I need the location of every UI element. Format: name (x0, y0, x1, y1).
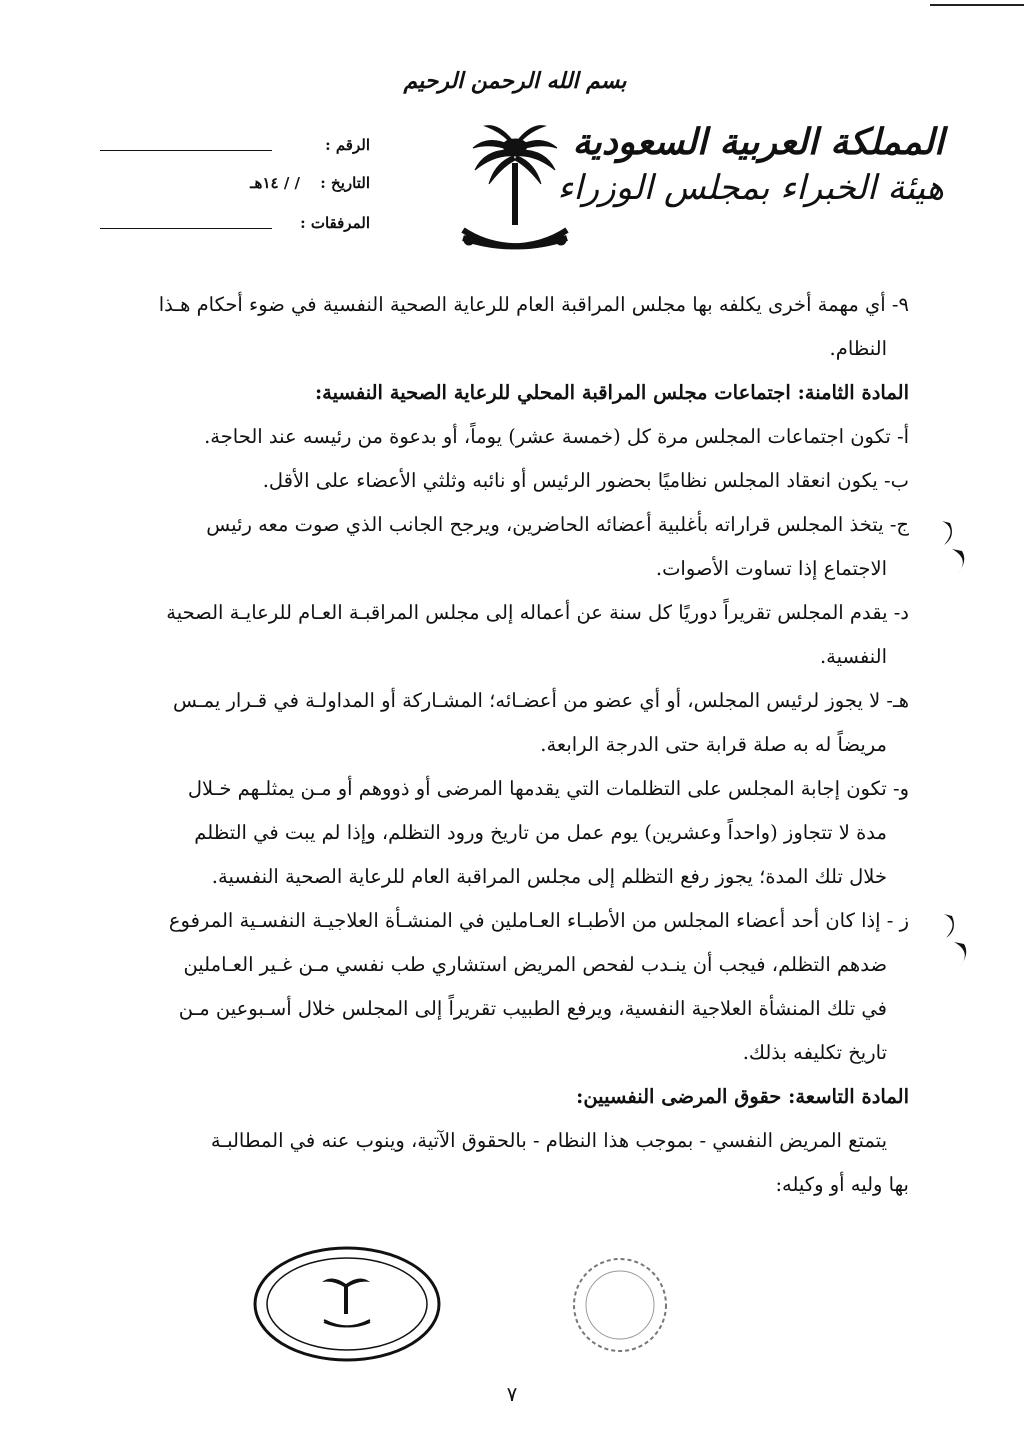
letterhead-title (557, 118, 944, 210)
ref-number-line (100, 150, 272, 151)
clause-a: أ- تكون اجتماعات المجلس مرة كل (خمسة عشر) يوماً، أو بدعوة من رئيسه عند الحاجة. (204, 425, 909, 448)
article-8-heading: المادة الثامنة: اجتماعات مجلس المراقبة المحلي للرعاية الصحية النفسية: (314, 381, 909, 404)
page-number: ٧ (506, 1382, 518, 1406)
article-9-para-line-2: بها وليه أو وكيله: (775, 1173, 909, 1196)
clause-h-line-1: هـ- لا يجوز لرئيس المجلس، أو أي عضو من أعضـائه؛ المشـاركة أو المداولـة في قـرار يمـس (173, 689, 909, 712)
official-seal-stamp-icon (252, 1244, 442, 1364)
article-9-para-line-1: يتمتع المريض النفسي - بموجب هذا النظام - بالحقوق الآتية، وينوب عنه في المطالبـة (210, 1129, 887, 1152)
attachments-label: المرفقات : (300, 214, 370, 232)
margin-bracket-mark-icon (928, 515, 974, 575)
clause-z-line-1: ز - إذا كان أحد أعضاء المجلس من الأطبـاء العـاملين في المنشـأة العلاجيـة النفسـية المرفوع (168, 909, 909, 932)
clause-c-line-2: الاجتماع إذا تساوت الأصوات. (655, 557, 887, 580)
clause-w-line-3: خلال تلك المدة؛ يجوز رفع التظلم إلى مجلس المراقبة العام للرعاية الصحية النفسية. (211, 865, 887, 888)
clause-w-line-1: و- تكون إجابة المجلس على التظلمات التي يقدمها المرضى أو ذووهم أو مـن يمثلـهم خـلال (187, 777, 909, 800)
basmala: بسم الله الرحمن الرحيم (403, 68, 627, 94)
clause-c-line-1: ج- يتخذ المجلس قراراته بأغلبية أعضائه الحاضرين، ويرجح الجانب الذي صوت معه رئيس (206, 513, 909, 536)
clause-w-line-2: مدة لا تتجاوز (واحداً وعشرين) يوم عمل من تاريخ ورود التظلم، وإذا لم يبت في التظلم (194, 821, 887, 844)
clause-z-line-2: ضدهم التظلم، فيجب أن ينـدب لفحص المريض استشاري طب نفسي مـن غـير العـاملين (183, 953, 887, 976)
item-9-line-1: ٩- أي مهمة أخرى يكلفه بها مجلس المراقبة العام للرعاية الصحية النفسية في ضوء أحكام هـذا (158, 293, 909, 316)
clause-b: ب- يكون انعقاد المجلس نظاميًا بحضور الرئيس أو نائبه وثلثي الأعضاء على الأقل. (262, 469, 909, 492)
clause-h-line-2: مريضاً له به صلة قرابة حتى الدرجة الرابعة. (540, 733, 887, 756)
kingdom-name: المملكة العربية السعودية (572, 121, 944, 163)
clause-d-line-2: النفسية. (819, 645, 887, 668)
date-label: التاريخ : (320, 174, 370, 192)
palm-swords-emblem-icon (455, 118, 575, 268)
attachments-row (100, 214, 370, 238)
secondary-stamp-icon (560, 1255, 680, 1355)
attachments-line (100, 228, 272, 229)
authority-name: هيئة الخبراء بمجلس الوزراء (557, 168, 944, 208)
clause-z-line-4: تاريخ تكليفه بذلك. (742, 1041, 887, 1064)
ref-number-row (100, 136, 370, 160)
clause-z-line-3: في تلك المنشأة العلاجية النفسية، ويرفع الطبيب تقريراً إلى المجلس خلال أسـبوعين مـن (178, 997, 887, 1020)
top-border-line (930, 4, 1024, 6)
margin-bracket-mark-icon (930, 908, 976, 968)
ref-number-label: الرقم : (325, 136, 370, 154)
clause-d-line-1: د- يقدم المجلس تقريراً دوريًا كل سنة عن أعماله إلى مجلس المراقبـة العـام للرعايـة الصحية (166, 601, 909, 624)
article-9-heading: المادة التاسعة: حقوق المرضى النفسيين: (576, 1085, 909, 1108)
document-body (112, 283, 909, 1207)
item-9-line-2: النظام. (829, 337, 887, 360)
date-value: / / ١٤هـ (250, 174, 300, 192)
date-row (100, 174, 370, 198)
